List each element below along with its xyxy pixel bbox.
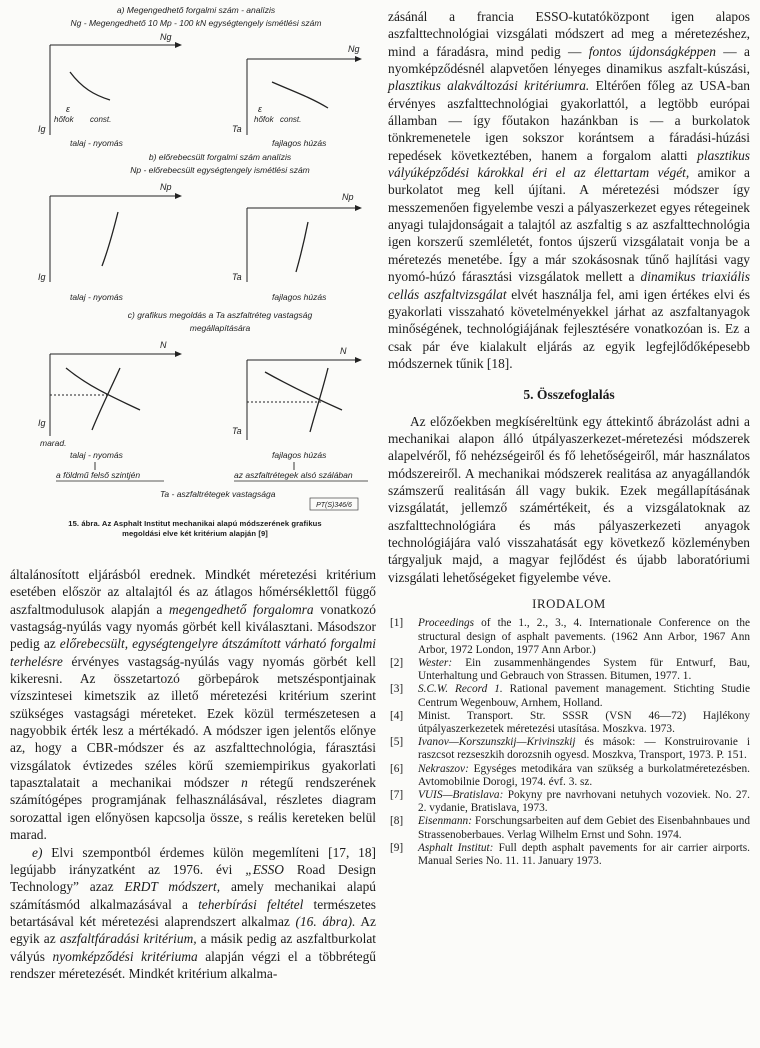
label-np-b-left: Np [160, 182, 172, 192]
reference-number: [8] [390, 815, 404, 828]
reference-item [388, 617, 750, 657]
label-talaj-a: talaj - nyomás [70, 138, 123, 148]
figure-header-a-2: Ng - Megengedhető 10 Mp - 100 kN egységtengely ismétlési szám [70, 18, 322, 28]
curve-a-right [272, 82, 328, 108]
curve-c-right-1 [265, 372, 342, 410]
left-paragraph-2: e) Elvi szempontból érdemes külön megemlíteni [17, 18] legújabb irányzatként az 1976. évi „ESSO Road Design Technology” azaz ERDT módszert, amely mechanikai alapú számításmód alkalmazásával a teherbírási feltétel természetes betartásával két méretezési alaprendszert alkalmaz (16. ábra). Az egyik az aszfaltfáradási kritérium, a másik pedig az aszfaltburkolat vályús nyomképződési kritériuma alapján végzi el a többrétegű rendszer méretezését. Mindkét kritérium alkalma- [10, 844, 377, 981]
reference-item [388, 657, 750, 683]
reference-number: [3] [390, 683, 404, 696]
figure-15 [10, 0, 382, 515]
reference-item [388, 710, 750, 736]
left-body-text [10, 566, 376, 982]
label-ig-a-left: Ig [38, 124, 46, 134]
left-paragraph-1: általánosított eljárásból erednek. Mindkét méretezési kritérium esetében először az altalajtól és az átlagos hőmérséklettől függő aszfaltmodulusok alapján a megengedhető forgalomra vonatkozó vastagság-nyúlás vagy nyomás görbét kell kiválasztani. Másodszor pedig az előrebecsült, egységtengelyre átszámított várható forgalmi terhelésre érvényes vastagság-nyúlás vagy nyomás görbét kell kikeresni. Az összetartozó görbepárok metszéspontjainak vízszintesei kimetszik az illető méretezési kritérium szerint szükséges vastagsági méreteket. Ezek közül természetesen a nagyobbik érték lesz a mértékadó. A módszer igen jelentős előnye az, hogy a CBR-módszer és az aszfalttechnológia, fárasztási vizsgálatok évtizedes széles körű szemiempirikus gyakorlati tapasztalatait a mechanikai módszer n rétegű rendszerének számítógépes programjának felhasználásával, részletes diagram sorozattal igen előnyösen kapcsolja össze, s reális kereteken belül marad. [10, 567, 376, 843]
label-ta-c-right: Ta [232, 426, 242, 436]
label-bottom: Ta - aszfaltrétegek vastagsága [160, 489, 276, 499]
panel-a-left [38, 32, 182, 148]
label-eps-a-left: ε [66, 104, 70, 114]
reference-number: [7] [390, 788, 404, 801]
reference-author: S.C.W. Record 1. [418, 683, 503, 696]
label-ng-a-right: Ng [348, 44, 360, 54]
figure-header-c-1: c) grafikus megoldás a Ta aszfaltréteg vastagság [127, 310, 313, 320]
reference-text: Rational pavement management. Stichting Studie Centrum Wegenbouw, Arnhem, Holland. [418, 683, 750, 709]
reference-item [388, 815, 750, 841]
label-ta-a-right: Ta [232, 124, 242, 134]
reference-number: [9] [390, 841, 404, 854]
figure-header-a-1: a) Megengedhető forgalmi szám - analízis [116, 5, 276, 15]
panel-a-right [232, 44, 362, 148]
right-paragraph-2: Az előzőekben megkíséreltünk egy áttekintő ábrázolást adni a mechanikai alapon álló útpályaszerkezet-méretezési módszerek alapelvéről, fő nehézségeiről és fő lehetőségeiről, már használatos módszereiről. A mechanikai módszerek realitása az anyagállandók számszerű realitásán áll vagy bukik. Ezek megállapításának vizsgálatát, jellemző számértékeit, és a vizsgálatoknak az aszfalttechnológiára és más pályaszerkezeti anyagok technológiájára való visszahatását egy következő közleményben tárgyaljuk majd, a magyar fejlődést és újabb laboratóriumi vizsgálati lehetőségeket figyelembe véve. [388, 413, 750, 585]
label-const-a-right: const. [280, 115, 302, 124]
reference-item [388, 842, 750, 868]
label-ng-a-left: Ng [160, 32, 172, 42]
reference-number: [1] [390, 617, 404, 630]
right-paragraph-1: zásánál a francia ESSO-kutatóközpont igen alapos aszfalttechnológiai vizsgálati módszert ad meg a méretezéshez, mind a fáradásra, mind pedig — fontos újdonságképpen — a nyomképződésnél alapvetően lényeges dinamikus aszfalt-kúszási, plasztikus alakváltozási kritériumra. Eltérően főleg az USA-ban érvényes aszfalttechnológiai gyakorlattól, a legtöbb európai államban — így főutakon hazánkban is — a burkolatok tönkremenetele igen sokszor korántsem a fáradási-húzási repedések következtében, hanem a forgalom alatti plasztikus vályúképződési károkkal éri el az élettartam végét, amikor a burkolatot meg kell újítani. A méretezési módszer így messzemenően figyelembe veszi a pályaszerkezet egyes rétegeinek anyagi tulajdonságait a talajtól az aszfaltig s az aszfalttechnológia igen korszerű szemléletét, fontos újszerű vizsgálatait vonja be a méretezés menetébe. Így a már szokásosnak tűnő hajlítási vagy nyomó-húzó fárasztási vizsgálatok mellett a dinamikus triaxiális cellás aszfaltvizsgálat elvét használja fel, ami igen értékes elvi és gyakorlati visszaható követelményekkel járhat az aszfaltanyagok minőségének, technológiájának fejlesztésére vonatkozóan is. Ez a csak pár éve kialakult eljárás az egyik legfejlődőképesebb módszernek tűnik [18]. [388, 9, 751, 371]
reference-author: Nekraszov: [418, 762, 469, 775]
reference-number: [6] [390, 762, 404, 775]
label-fajlagos-c: fajlagos húzás [272, 450, 327, 460]
reference-number: [4] [390, 709, 404, 722]
reference-text: Egységes metodikára van szükség a burkolatméretezésben. Avtomobilnie Dorogi, 1974. évf. 3. sz. [418, 762, 750, 788]
curve-b-left [102, 212, 118, 266]
caption-line-2: megoldási elve két kritérium alapján [9] [122, 529, 268, 538]
reference-text: Minist. Transport. Str. SSSR (VSN 46—72) Hajlékony útpályaszerkezetek méretezési utasítása. Moszkva. 1973. [418, 709, 750, 735]
reference-author: Ivanov—Korszunszkij—Krivinszkij [418, 736, 576, 749]
reference-text: és mások: — Konstruirovanie i raszcsot rezseszkih dorozsnih ogyesd. Moszkva, Transport, 1973. P. 151. [418, 736, 750, 762]
section-title: 5. Összefoglalás [523, 387, 615, 403]
label-ig-c-left: Ig [38, 418, 46, 428]
label-marad: marad. [40, 438, 67, 448]
reference-text: Ein zusammenhängendes System für Entwurf, Bau, Unterhaltung und Gebrauch von Strassen. Bitumen, 1977. 1. [418, 656, 750, 683]
label-talaj-b: talaj - nyomás [70, 292, 123, 302]
label-foldmu: a földmű felső szintjén [56, 470, 141, 480]
figure-header-b-1: b) előrebecsült forgalmi szám analízis [148, 152, 292, 162]
label-hofok-a-left: hőfok [54, 115, 74, 124]
curve-c-right-2 [310, 368, 328, 432]
label-n-c-right: N [340, 346, 347, 356]
label-aszfalt: az aszfaltrétegek alsó szálában [234, 470, 353, 480]
label-n-c-left: N [160, 340, 167, 350]
panel-b-right [232, 192, 362, 302]
reference-author: VUIS—Bratislava: [418, 788, 504, 801]
panel-b-left [38, 182, 182, 302]
label-np-b-right: Np [342, 192, 354, 202]
figure-header-c-2: megállapítására [189, 323, 251, 333]
reference-item [388, 683, 750, 709]
reference-item [388, 763, 750, 789]
figure-header-b-2: Np - előrebecsült egységtengely ismétlési szám [130, 165, 310, 175]
panel-c-right [232, 346, 368, 481]
reference-item [388, 789, 750, 815]
figure-caption [14, 519, 376, 539]
reference-author: Asphalt Institut: [418, 841, 494, 854]
label-eps-a-right: ε [258, 104, 262, 114]
reference-author: Wester: [418, 656, 453, 669]
curve-b-right [296, 222, 308, 272]
label-const-a-left: const. [90, 115, 112, 124]
right-body-text [388, 8, 750, 868]
caption-line-1: 15. ábra. Az Asphalt Institut mechanikai alapú módszerének grafikus [68, 519, 322, 528]
figure-stamp: PT(S)346/6 [316, 502, 352, 509]
references-title: IRODALOM [532, 597, 606, 611]
reference-text: Forschungsarbeiten auf dem Gebiet des Eisenbahnbaues und Strassenoberbaues. Verlag Wilhelm Ernst und Sohn. 1974. [418, 815, 750, 841]
label-ig-b-left: Ig [38, 272, 46, 282]
curve-a-left [70, 72, 110, 100]
reference-text: Full depth asphalt pavements for air carrier airports. Manual Series No. 11. 11. January 1973. [418, 841, 750, 867]
panel-c-left [38, 340, 182, 481]
label-ta-b-right: Ta [232, 272, 242, 282]
reference-number: [5] [390, 736, 404, 749]
label-talaj-c: talaj - nyomás [70, 450, 123, 460]
reference-text: of the 1., 2., 3., 4. Internationale Conference on the structural design of asphalt pavements. (1962 Ann Arbor, 1967 Ann Arbor, 1972 London, 1977 Ann Arbor.) [418, 617, 750, 656]
reference-item [388, 736, 750, 762]
label-fajlagos-a: fajlagos húzás [272, 138, 327, 148]
label-fajlagos-b: fajlagos húzás [272, 292, 327, 302]
references-list [388, 617, 750, 868]
reference-text: Pokyny pre navrhovani netuhych vozoviek. No. 27. 2. vydanie, Bratislava, 1973. [418, 788, 750, 815]
label-hofok-a-right: hőfok [254, 115, 274, 124]
reference-number: [2] [390, 656, 404, 669]
reference-author: Proceedings [418, 617, 475, 630]
reference-author: Eisenmann: [418, 815, 472, 828]
